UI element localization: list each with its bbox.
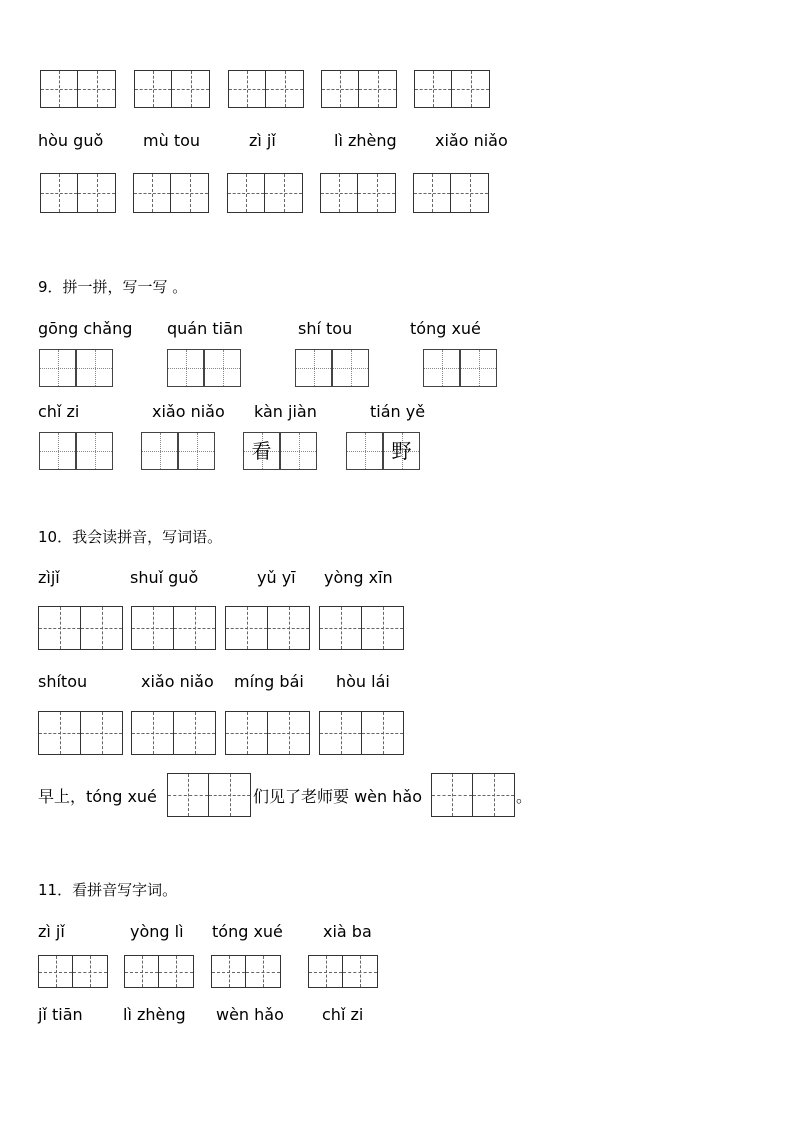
pinyin-label: zì jǐ (38, 922, 65, 941)
pinyin-label: xiǎo niǎo (141, 672, 214, 691)
sentence-part-1: 早上，tóng xué (38, 787, 157, 806)
char-grid[interactable] (167, 349, 241, 387)
pinyin-label: tóng xué (410, 319, 481, 338)
prefilled-char-kan: 看 (251, 439, 272, 463)
char-grid[interactable] (38, 955, 108, 988)
char-grid[interactable] (414, 70, 490, 108)
char-grid[interactable] (141, 432, 215, 470)
pinyin-label: kàn jiàn (254, 402, 317, 421)
pinyin-label: shuǐ guǒ (130, 568, 199, 587)
char-grid[interactable] (38, 606, 123, 650)
pinyin-label: tián yě (370, 402, 426, 421)
char-grid[interactable] (40, 70, 116, 108)
char-grid[interactable] (134, 70, 210, 108)
char-grid[interactable] (227, 173, 303, 213)
char-grid[interactable] (308, 955, 378, 988)
char-grid-wen-hao[interactable] (431, 773, 515, 817)
pinyin-label: lì zhèng (123, 1005, 186, 1024)
sentence-part-2: 们见了老师要 wèn hǎo (253, 787, 422, 806)
char-grid[interactable] (133, 173, 209, 213)
pinyin-label: zì jǐ (249, 131, 276, 150)
pinyin-label: tóng xué (212, 922, 283, 941)
char-grid[interactable] (131, 711, 216, 755)
char-grid-tong-xue[interactable] (167, 773, 251, 817)
prefilled-char-ye: 野 (391, 439, 412, 463)
sentence-part-3: 。 (516, 787, 533, 806)
pinyin-label: quán tiān (167, 319, 243, 338)
char-grid[interactable] (211, 955, 281, 988)
char-grid[interactable] (295, 349, 369, 387)
pinyin-label: chǐ zi (38, 402, 80, 421)
char-grid[interactable] (38, 711, 123, 755)
char-grid[interactable] (39, 349, 113, 387)
char-grid[interactable] (320, 173, 396, 213)
pinyin-label: jǐ tiān (38, 1005, 83, 1024)
pinyin-label: hòu guǒ (38, 131, 104, 150)
char-grid[interactable] (413, 173, 489, 213)
char-grid[interactable] (40, 173, 116, 213)
char-grid[interactable] (228, 70, 304, 108)
char-grid[interactable] (319, 606, 404, 650)
pinyin-label: xiǎo niǎo (435, 131, 508, 150)
char-grid[interactable] (321, 70, 397, 108)
pinyin-label: lì zhèng (334, 131, 397, 150)
pinyin-label: gōng chǎng (38, 319, 133, 338)
char-grid[interactable] (225, 606, 310, 650)
char-grid[interactable] (124, 955, 194, 988)
question-10-title: 10．我会读拼音，写词语。 (38, 528, 223, 546)
char-grid[interactable] (131, 606, 216, 650)
pinyin-label: zìjǐ (38, 568, 60, 587)
char-grid[interactable] (225, 711, 310, 755)
char-grid[interactable] (423, 349, 497, 387)
pinyin-label: míng bái (234, 672, 304, 691)
char-grid[interactable] (39, 432, 113, 470)
question-9-title: 9．拼一拼，写一写 。 (38, 278, 188, 296)
pinyin-label: hòu lái (336, 672, 390, 691)
question-11-title: 11．看拼音写字词。 (38, 881, 178, 899)
pinyin-label: mù tou (143, 131, 201, 150)
pinyin-label: yòng lì (130, 922, 184, 941)
pinyin-label: yòng xīn (324, 568, 393, 587)
pinyin-label: xiǎo niǎo (152, 402, 225, 421)
pinyin-label: chǐ zi (322, 1005, 364, 1024)
char-grid[interactable] (319, 711, 404, 755)
pinyin-label: shí tou (298, 319, 353, 338)
pinyin-label: shítou (38, 672, 88, 691)
pinyin-label: wèn hǎo (216, 1005, 284, 1024)
pinyin-label: yǔ yī (257, 568, 296, 587)
pinyin-label: xià ba (323, 922, 372, 941)
